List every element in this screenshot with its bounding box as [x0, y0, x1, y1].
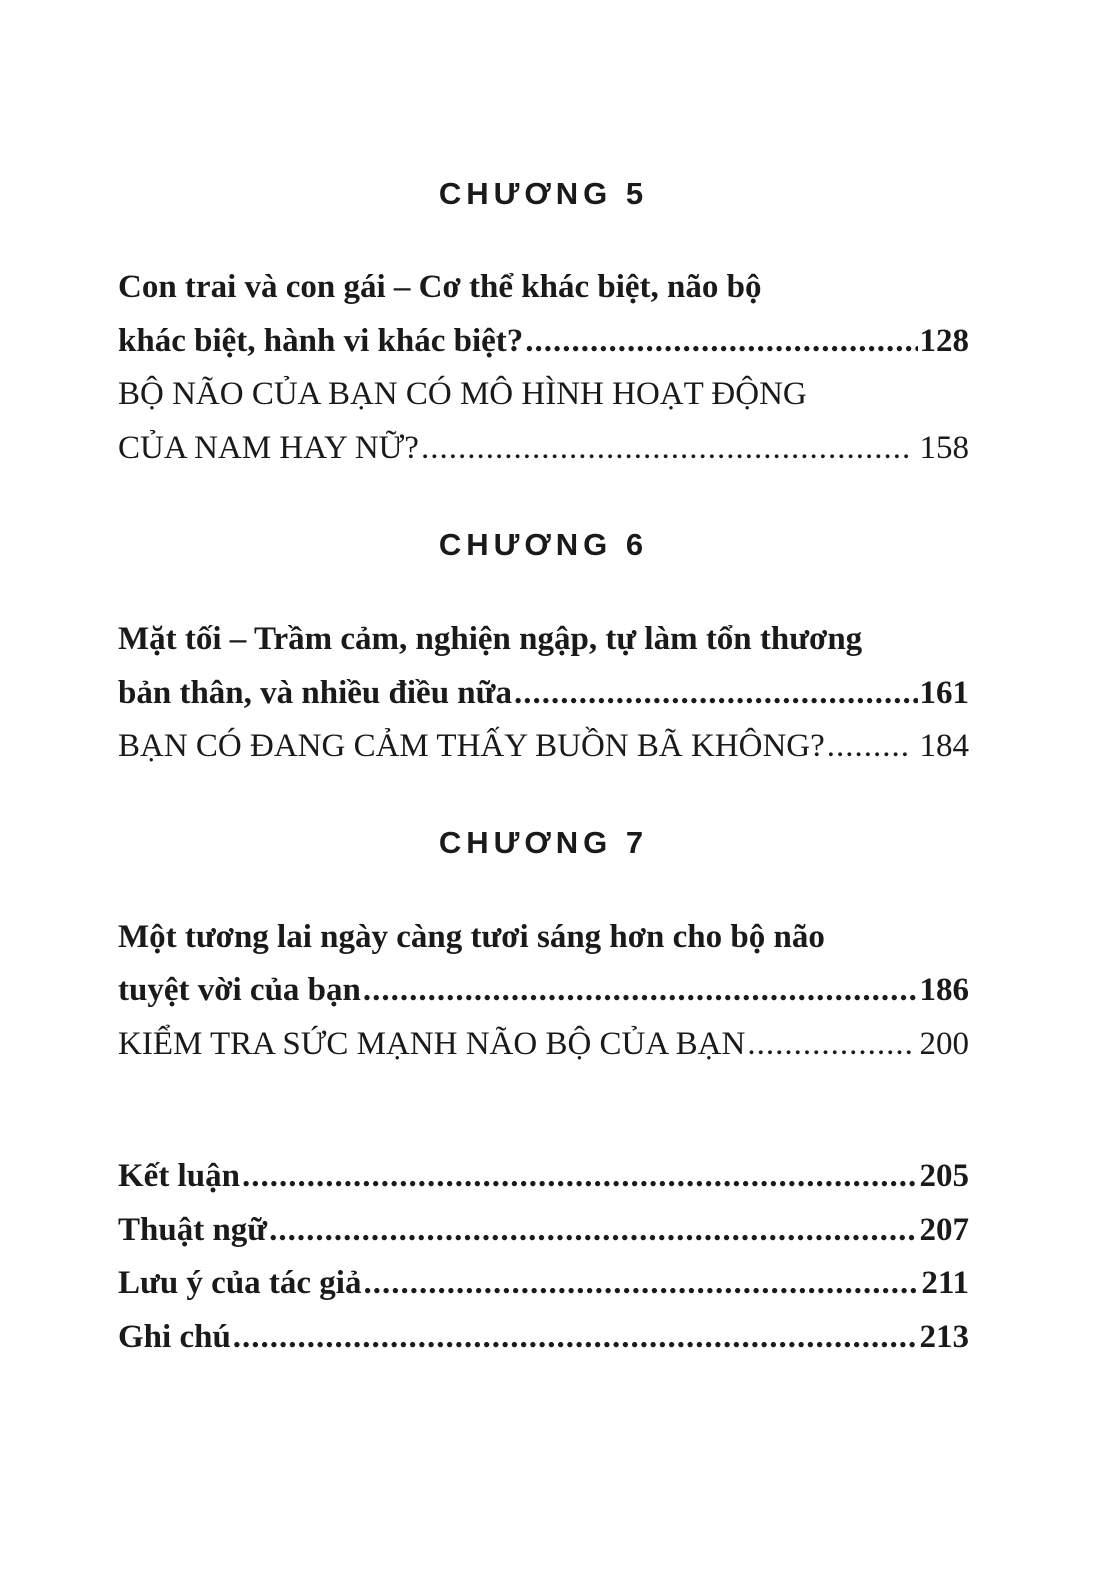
chapter-7-heading: CHƯƠNG 7 — [438, 825, 649, 860]
toc-entry-title: KIỂM TRA SỨC MẠNH NÃO BỘ CỦA BẠN — [118, 1026, 746, 1062]
chapter-7-quiz-entry[interactable] — [118, 1017, 969, 1071]
page-number: 158 — [919, 430, 969, 466]
page-number: 213 — [919, 1319, 969, 1355]
dot-leader — [747, 1017, 911, 1071]
page-number: 161 — [919, 675, 969, 711]
page-number: 207 — [919, 1212, 969, 1248]
toc-entry-title: Mặt tối – Trầm cảm, nghiện ngập, tự làm tổn thương — [118, 621, 863, 657]
page-number: 205 — [919, 1158, 969, 1194]
page-number: 200 — [919, 1026, 969, 1062]
toc-entry-title: BẠN CÓ ĐANG CẢM THẤY BUỒN BÃ KHÔNG? — [118, 728, 825, 764]
page-number: 186 — [919, 972, 969, 1008]
dot-leader — [269, 1203, 917, 1257]
page-number: 184 — [919, 728, 969, 764]
chapter-6-title-entry[interactable] — [118, 666, 969, 720]
toc-entry-title: BỘ NÃO CỦA BẠN CÓ MÔ HÌNH HOẠT ĐỘNG — [118, 376, 807, 412]
toc-entry-title: Thuật ngữ — [118, 1212, 268, 1248]
chapter-5-title-entry[interactable] — [118, 314, 969, 368]
toc-entry-title: Con trai và con gái – Cơ thể khác biệt, não bộ — [118, 269, 762, 305]
dot-leader — [233, 1310, 918, 1364]
toc-entry-title: Một tương lai ngày càng tươi sáng hơn cho bộ não — [118, 919, 825, 955]
toc-entry-title: khác biệt, hành vi khác biệt? — [118, 323, 524, 359]
toc-entry-title: CỦA NAM HAY NỮ? — [118, 430, 419, 466]
chapter-7-title-line[interactable] — [118, 910, 969, 964]
chapter-6-title-line[interactable] — [118, 612, 969, 666]
chapter-5-heading: CHƯƠNG 5 — [438, 176, 649, 211]
dot-leader — [525, 314, 917, 368]
page-number: 211 — [921, 1265, 969, 1301]
chapter-5-quiz-entry[interactable] — [118, 421, 969, 475]
toc-entry-title: Kết luận — [118, 1158, 240, 1194]
chapter-5-quiz-line[interactable] — [118, 367, 969, 421]
back-matter-glossary[interactable] — [118, 1203, 969, 1257]
dot-leader — [242, 1149, 918, 1203]
dot-leader — [514, 666, 918, 720]
toc-entry-title: bản thân, và nhiều điều nữa — [118, 675, 512, 711]
chapter-7-title-entry[interactable] — [118, 963, 969, 1017]
dot-leader — [363, 963, 918, 1017]
chapter-5-title-line[interactable] — [118, 260, 969, 314]
back-matter-notes[interactable] — [118, 1310, 969, 1364]
dot-leader — [363, 1256, 919, 1310]
chapter-6-quiz-entry[interactable] — [118, 719, 969, 773]
dot-leader — [827, 719, 912, 773]
toc-entry-title: tuyệt vời của bạn — [118, 972, 361, 1008]
chapter-6-heading: CHƯƠNG 6 — [438, 527, 649, 562]
toc-entry-title: Ghi chú — [118, 1319, 231, 1355]
toc-entry-title: Lưu ý của tác giả — [118, 1265, 362, 1301]
back-matter-author-note[interactable] — [118, 1256, 969, 1310]
page-number: 128 — [919, 323, 969, 359]
back-matter-conclusion[interactable] — [118, 1149, 969, 1203]
dot-leader — [421, 421, 912, 475]
